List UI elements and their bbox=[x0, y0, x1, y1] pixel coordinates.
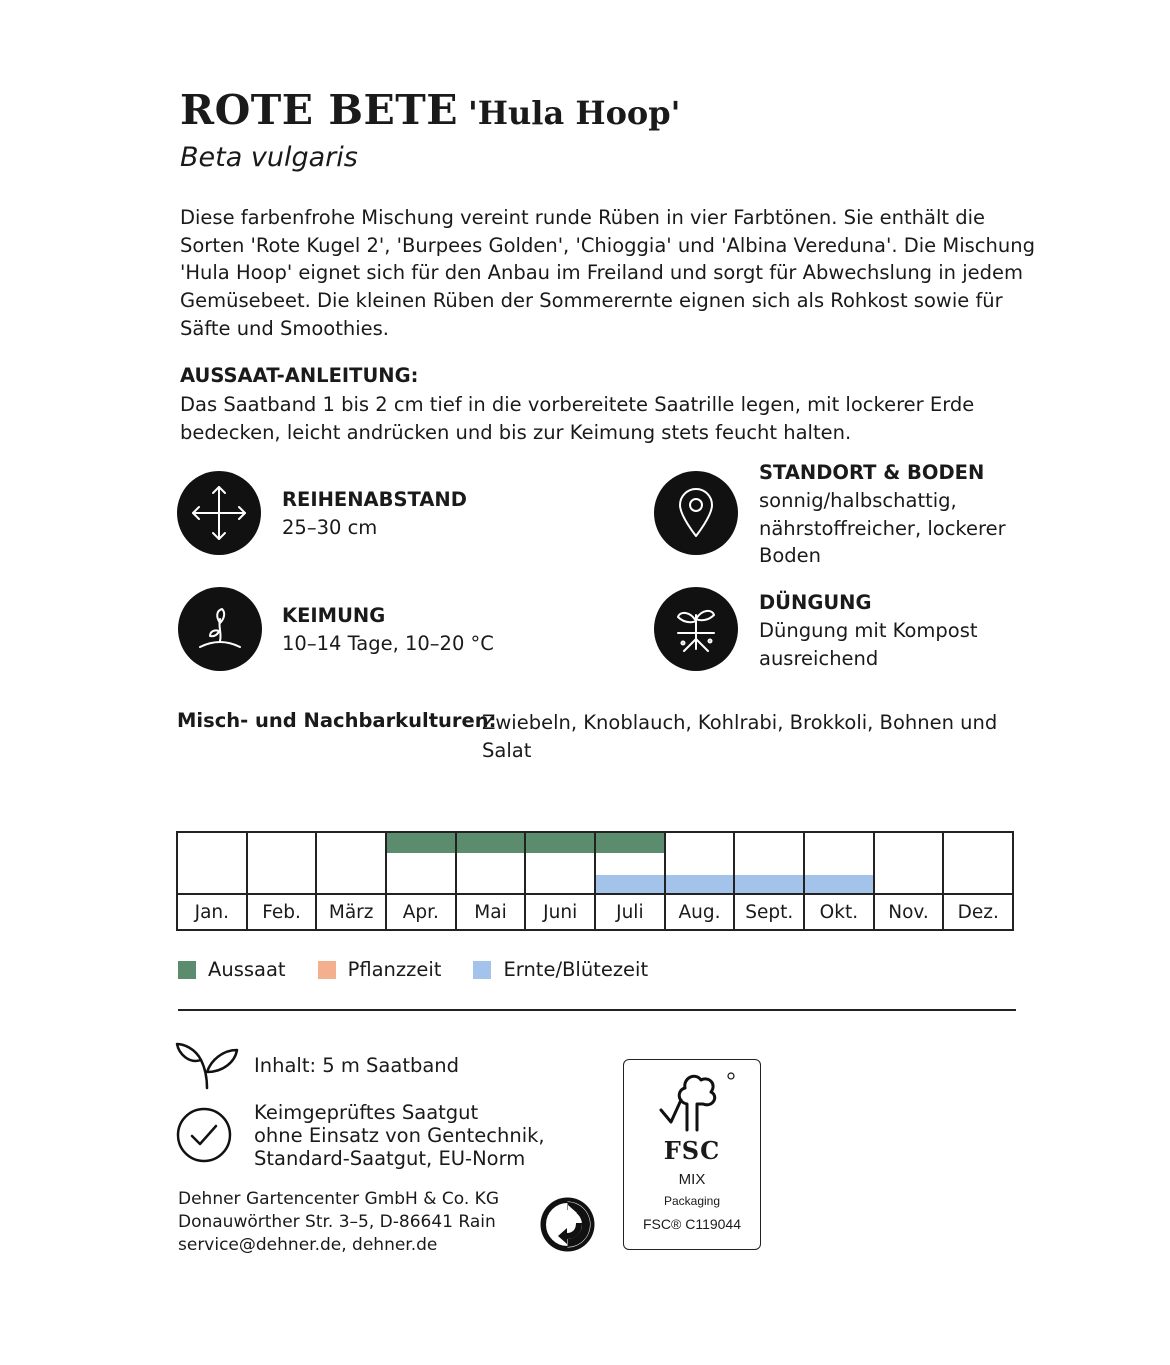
company-street: Donauwörther Str. 3–5, D-86641 Rain bbox=[178, 1212, 496, 1232]
harvest-bar bbox=[666, 875, 734, 895]
calendar-month bbox=[178, 833, 248, 929]
location-label: STANDORT & BODEN bbox=[759, 461, 985, 484]
legend-swatch-planting bbox=[318, 961, 336, 979]
legend-label-sowing: Aussaat bbox=[208, 958, 286, 981]
arrows-cross-icon bbox=[177, 471, 261, 555]
checkmark-circle-icon bbox=[176, 1107, 232, 1167]
fsc-tree-icon bbox=[624, 1070, 760, 1138]
spacing-value: 25–30 cm bbox=[282, 516, 378, 539]
calendar-month bbox=[526, 833, 596, 929]
info-spacing bbox=[282, 486, 467, 542]
month-label: Juni bbox=[526, 893, 594, 929]
companions-value: Zwiebeln, Knoblauch, Kohlrabi, Brokkoli, Bohnen und Salat bbox=[482, 711, 998, 762]
company-name: Dehner Gartencenter GmbH & Co. KG bbox=[178, 1189, 499, 1209]
plant-roots-icon bbox=[654, 587, 738, 671]
fsc-code: FSC® C119044 bbox=[643, 1216, 741, 1232]
sowing-text: Das Saatband 1 bis 2 cm tief in die vorbereitete Saatrille legen, mit lockerer Erde bedecken, leicht andrücken und bis zur Keimung stets feucht halten. bbox=[180, 393, 975, 444]
month-label: Aug. bbox=[666, 893, 734, 929]
harvest-bar bbox=[596, 875, 664, 895]
month-label: Apr. bbox=[387, 893, 455, 929]
content-info: Inhalt: 5 m Saatband bbox=[254, 1054, 460, 1077]
fertilizing-label: DÜNGUNG bbox=[759, 591, 872, 614]
month-label: Sept. bbox=[735, 893, 803, 929]
product-variety: 'Hula Hoop' bbox=[468, 94, 681, 132]
fertilizing-value: Düngung mit Kompost ausreichend bbox=[759, 619, 978, 670]
quality-line-2: ohne Einsatz von Gentechnik, bbox=[254, 1124, 545, 1147]
product-title bbox=[180, 86, 680, 134]
location-value: sonnig/halbschattig, nährstoffreicher, lockerer Boden bbox=[759, 489, 1006, 568]
info-location bbox=[759, 459, 1019, 570]
info-germination bbox=[282, 602, 494, 658]
sprout-icon bbox=[175, 1038, 241, 1094]
product-name: ROTE BETE bbox=[180, 86, 458, 134]
sowing-bar bbox=[596, 833, 664, 853]
germination-value: 10–14 Tage, 10–20 °C bbox=[282, 632, 494, 655]
calendar-month bbox=[875, 833, 945, 929]
seedling-icon bbox=[178, 587, 262, 671]
month-label: Jan. bbox=[178, 893, 246, 929]
calendar-month bbox=[248, 833, 318, 929]
sowing-bar bbox=[457, 833, 525, 853]
divider bbox=[178, 1009, 1016, 1011]
fsc-sub: Packaging bbox=[663, 1194, 721, 1208]
latin-name: Beta vulgaris bbox=[180, 142, 358, 173]
company-contact: service@dehner.de, dehner.de bbox=[178, 1235, 438, 1255]
legend-swatch-sowing bbox=[178, 961, 196, 979]
sowing-heading: AUSSAAT-ANLEITUNG: bbox=[180, 364, 419, 387]
fsc-type: MIX bbox=[678, 1171, 706, 1188]
fsc-brand: FSC bbox=[663, 1136, 721, 1165]
harvest-bar bbox=[735, 875, 803, 895]
recycling-dot-icon bbox=[539, 1196, 596, 1257]
month-label: Feb. bbox=[248, 893, 316, 929]
quality-line-1: Keimgeprüftes Saatgut bbox=[254, 1101, 479, 1124]
month-label: März bbox=[317, 893, 385, 929]
legend-item-sowing bbox=[178, 958, 286, 981]
legend-label-planting: Pflanzzeit bbox=[347, 958, 442, 981]
company-address bbox=[178, 1188, 499, 1257]
calendar-month bbox=[666, 833, 736, 929]
harvest-bar bbox=[805, 875, 873, 895]
month-label: Okt. bbox=[805, 893, 873, 929]
legend-label-harvest: Ernte/Blütezeit bbox=[503, 958, 649, 981]
calendar-month bbox=[317, 833, 387, 929]
calendar-legend bbox=[178, 958, 680, 981]
sowing-bar bbox=[387, 833, 455, 853]
planting-calendar bbox=[176, 831, 1014, 931]
spacing-label: REIHENABSTAND bbox=[282, 488, 467, 511]
location-pin-icon bbox=[654, 471, 738, 555]
germination-label: KEIMUNG bbox=[282, 604, 386, 627]
month-label: Juli bbox=[596, 893, 664, 929]
quality-info bbox=[254, 1101, 545, 1170]
calendar-month bbox=[457, 833, 527, 929]
companions-label: Misch- und Nachbarkulturen: bbox=[177, 709, 497, 732]
calendar-month bbox=[805, 833, 875, 929]
month-label: Nov. bbox=[875, 893, 943, 929]
info-fertilizing bbox=[759, 589, 1019, 672]
calendar-month bbox=[735, 833, 805, 929]
legend-item-harvest bbox=[473, 958, 648, 981]
legend-item-planting bbox=[318, 958, 442, 981]
legend-swatch-harvest bbox=[473, 961, 491, 979]
fsc-logo bbox=[623, 1059, 761, 1250]
calendar-month bbox=[596, 833, 666, 929]
month-label: Mai bbox=[457, 893, 525, 929]
quality-line-3: Standard-Saatgut, EU-Norm bbox=[254, 1147, 526, 1170]
month-label: Dez. bbox=[944, 893, 1012, 929]
sowing-bar bbox=[526, 833, 594, 853]
calendar-month bbox=[387, 833, 457, 929]
calendar-month bbox=[944, 833, 1012, 929]
product-description: Diese farbenfrohe Mischung vereint runde Rüben in vier Farbtönen. Sie enthält die Sorten 'Rote Kugel 2', 'Burpees Golden', 'Chioggia' und 'Albina Vereduna'. Die Mischung 'Hula Hoop' eignet sich für den Anbau im Freiland und sorgt für Abwechslung in jedem Gemüsebeet. Die kleinen Rüben der Sommerernte eignen sich als Rohkost sowie für Säfte und Smoothies. bbox=[180, 206, 1035, 340]
